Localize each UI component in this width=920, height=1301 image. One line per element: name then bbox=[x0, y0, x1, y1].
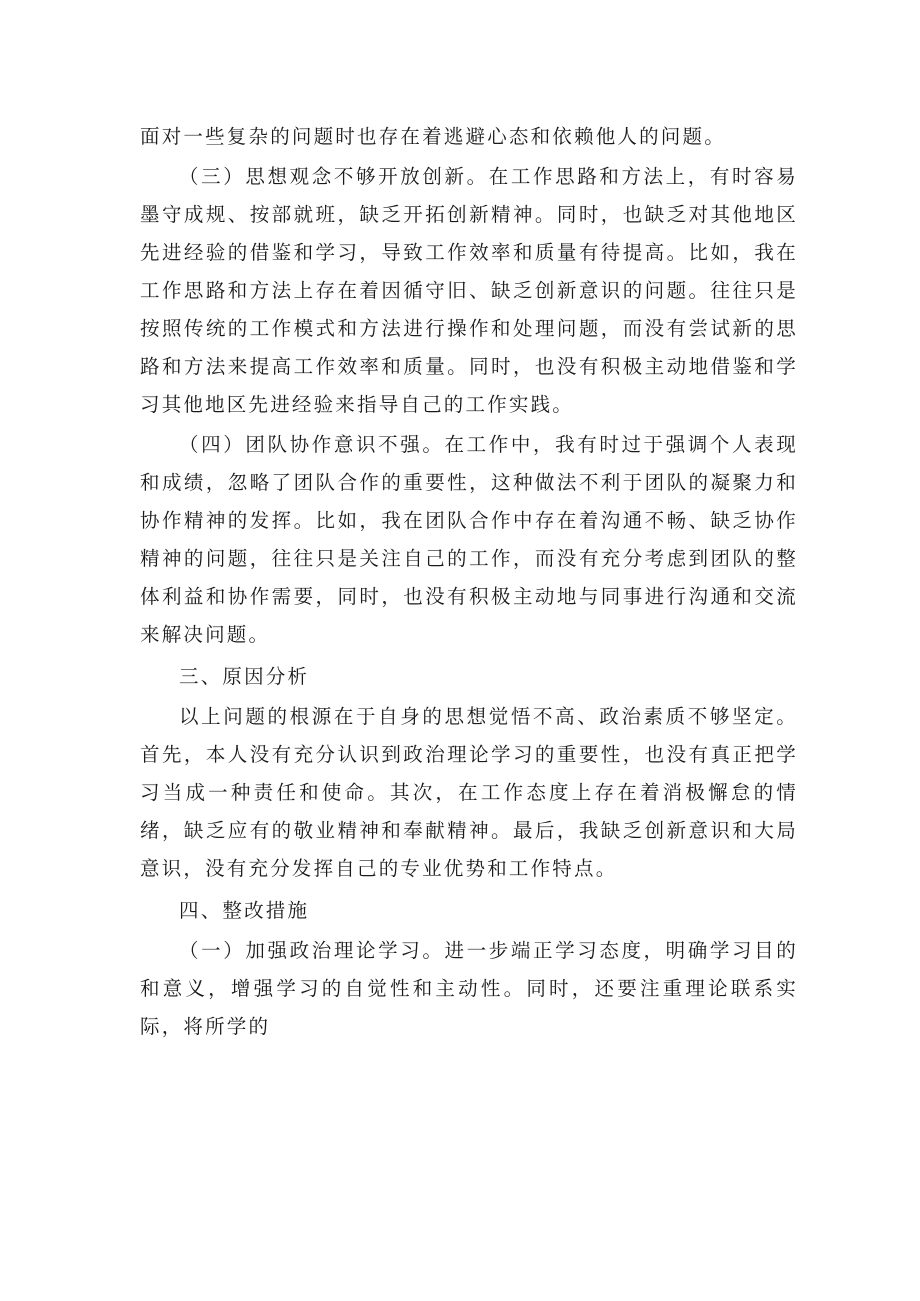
paragraph-cause-analysis: 以上问题的根源在于自身的思想觉悟不高、政治素质不够坚定。首先，本人没有充分认识到政治理论学习的重要性，也没有真正把学习当成一种责任和使命。其次，在工作态度上存在着消极懈怠的情绪，缺乏应有的敬业精神和奉献精神。最后，我缺乏创新意识和大局意识，没有充分发挥自己的专业优势和工作特点。 bbox=[140, 705, 798, 880]
document-body bbox=[140, 118, 798, 1046]
paragraph-item-four: （四）团队协作意识不强。在工作中，我有时过于强调个人表现和成绩，忽略了团队合作的重要性，这种做法不利于团队的凝聚力和协作精神的发挥。比如，我在团队合作中存在着沟通不畅、缺乏协作精神的问题，往往只是关注自己的工作，而没有充分考虑到团队的整体利益和协作需要，同时，也没有积极主动地与同事进行沟通和交流来解决问题。 bbox=[140, 433, 798, 646]
paragraph-item-three: （三）思想观念不够开放创新。在工作思路和方法上，有时容易墨守成规、按部就班，缺乏开拓创新精神。同时，也缺乏对其他地区先进经验的借鉴和学习，导致工作效率和质量有待提高。比如，我在工作思路和方法上存在着因循守旧、缺乏创新意识的问题。往往只是按照传统的工作模式和方法进行操作和处理问题，而没有尝试新的思路和方法来提高工作效率和质量。同时，也没有积极主动地借鉴和学习其他地区先进经验来指导自己的工作实践。 bbox=[140, 165, 798, 416]
section-heading-rectification: 四、整改措施 bbox=[179, 899, 310, 922]
section-heading-cause-analysis: 三、原因分析 bbox=[179, 665, 310, 688]
paragraph-continuation: 面对一些复杂的问题时也存在着逃避心态和依赖他人的问题。 bbox=[140, 125, 726, 148]
paragraph-rectification-one: （一）加强政治理论学习。进一步端正学习态度，明确学习目的和意义，增强学习的自觉性和主动性。同时，还要注重理论联系实际，将所学的 bbox=[140, 939, 798, 1038]
